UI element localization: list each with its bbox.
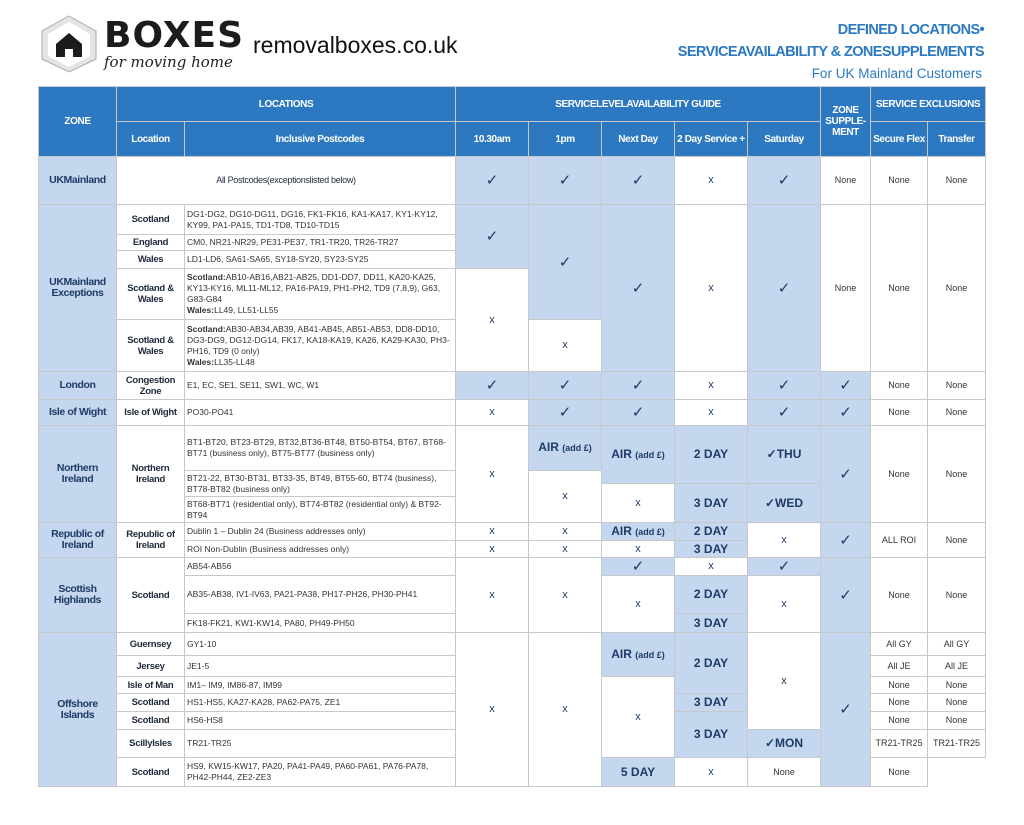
location-cell: England	[117, 235, 185, 251]
location-cell: Scotland	[117, 694, 185, 712]
doc-title-line1: DEFINED LOCATIONS•	[837, 22, 984, 38]
postcode-cell	[185, 269, 456, 320]
col-transfer: Transfer	[928, 122, 986, 157]
transfer-value: None	[928, 157, 986, 205]
tick-icon: ✓	[602, 558, 675, 576]
cross-icon: x	[602, 677, 675, 758]
two-day-cell: 2 DAY	[675, 523, 748, 541]
postcode-cell: IM1– IM9, IM86-87, IM99	[185, 677, 456, 694]
zone-cell: Northern Ireland	[39, 426, 117, 523]
tick-icon: ✓	[529, 205, 602, 320]
tick-icon: ✓	[529, 157, 602, 205]
locations-header: LOCATIONS	[117, 87, 456, 122]
website-url[interactable]: removalboxes.co.uk	[253, 32, 458, 58]
thursday-cell: ✓THU	[748, 426, 821, 484]
location-cell: Scotland	[117, 558, 185, 633]
cross-icon: x	[529, 320, 602, 372]
location-cell: Scotland	[117, 712, 185, 730]
postcode-cell: HS6-HS8	[185, 712, 456, 730]
secure-flex-value: None	[871, 372, 928, 400]
transfer-value: None	[928, 523, 986, 558]
three-day-cell: 3 DAY	[675, 484, 748, 523]
zone-cell: Scottish Highlands	[39, 558, 117, 633]
postcode-cell: E1, EC, SE1, SE11, SW1, WC, W1	[185, 372, 456, 400]
transfer-value: None	[871, 758, 928, 787]
location-cell: Isle of Man	[117, 677, 185, 694]
transfer-value: None	[928, 400, 986, 426]
postcode-cell: AB35-AB38, IV1-IV63, PA21-PA38, PH17-PH26, PH30-PH41	[185, 576, 456, 614]
postcode-cell: BT21-22, BT30-BT31, BT33-35, BT49, BT55-60, BT74 (business), BT78-BT82 (business only)	[185, 471, 456, 497]
transfer-value: All JE	[928, 656, 986, 677]
cross-icon: x	[675, 758, 748, 787]
secure-flex-value: All JE	[871, 656, 928, 677]
table-row	[39, 205, 986, 235]
tick-icon: ✓	[821, 400, 871, 426]
tick-icon: ✓	[821, 523, 871, 558]
tick-icon: ✓	[602, 157, 675, 205]
secure-flex-value: ALL ROI	[871, 523, 928, 558]
col-1030am: 10.30am	[456, 122, 529, 157]
table-row	[39, 157, 986, 205]
cross-icon: x	[748, 633, 821, 730]
location-cell: Scotland & Wales	[117, 269, 185, 320]
two-day-cell: 2 DAY	[675, 426, 748, 484]
postcode-cell: JE1-5	[185, 656, 456, 677]
col-saturday: Saturday	[748, 122, 821, 157]
table-row	[39, 633, 986, 656]
secure-flex-value: All GY	[871, 633, 928, 656]
table-row	[39, 558, 986, 576]
tick-icon: ✓	[821, 426, 871, 523]
doc-title-line2: SERVICEAVAILABILITY & ZONESUPPLEMENTS	[677, 44, 984, 60]
three-day-cell: 3 DAY	[675, 614, 748, 633]
air-service-cell: AIR (add £)	[529, 426, 602, 471]
location-cell: Republic of Ireland	[117, 523, 185, 558]
scotland-label: Scotland:	[187, 323, 226, 334]
postcode-cell	[185, 320, 456, 372]
brand-tagline: for moving home	[104, 53, 233, 71]
secure-flex-value: None	[871, 712, 928, 730]
air-service-cell: AIR (add £)	[602, 426, 675, 484]
scotland-postcodes: AB30-AB34,AB39, AB41-AB45, AB51-AB53, DD8-DD10, DG3-DG9, DG12-DG14, FK17, KA18-KA19, KA26, KA29-KA30, PH3-PH16, TD9 (0 only)	[187, 323, 450, 356]
zone-cell: Republic of Ireland	[39, 523, 117, 558]
postcode-cell: PO30-PO41	[185, 400, 456, 426]
cross-icon: x	[456, 269, 529, 372]
tick-icon: ✓	[529, 372, 602, 400]
zone-cell: Isle of Wight	[39, 400, 117, 426]
wales-label: Wales:	[187, 356, 215, 367]
postcode-cell: ROI Non-Dublin (Business addresses only)	[185, 541, 456, 558]
air-service-cell: AIR (add £)	[602, 633, 675, 677]
transfer-value: None	[928, 558, 986, 633]
tick-icon: ✓	[748, 372, 821, 400]
cross-icon: x	[456, 541, 529, 558]
cross-icon: x	[456, 558, 529, 633]
secure-flex-value: None	[871, 426, 928, 523]
cross-icon: x	[602, 484, 675, 523]
cross-icon: x	[675, 400, 748, 426]
secure-flex-value: None	[748, 758, 821, 787]
tick-icon: ✓	[748, 205, 821, 372]
location-cell: Wales	[117, 251, 185, 269]
cross-icon: x	[675, 205, 748, 372]
three-day-cell: 3 DAY	[675, 712, 748, 758]
cross-icon: x	[529, 523, 602, 541]
cross-icon: x	[675, 558, 748, 576]
transfer-value: None	[928, 205, 986, 372]
postcode-cell: TR21-TR25	[185, 730, 456, 758]
location-cell: ScillyIsles	[117, 730, 185, 758]
five-day-cell: 5 DAY	[602, 758, 675, 787]
service-table	[38, 86, 986, 787]
transfer-value: None	[928, 372, 986, 400]
tick-icon: ✓	[602, 372, 675, 400]
col-secure-flex: Secure Flex	[871, 122, 928, 157]
zone-supplement-value: None	[821, 157, 871, 205]
postcode-col-header: Inclusive Postcodes	[185, 122, 456, 157]
tick-icon: ✓	[456, 372, 529, 400]
service-exclusions-header: SERVICE EXCLUSIONS	[871, 87, 986, 122]
scotland-label: Scotland:	[187, 272, 226, 282]
secure-flex-value: None	[871, 157, 928, 205]
tick-icon: ✓	[456, 205, 529, 269]
location-col-header: Location	[117, 122, 185, 157]
transfer-value: None	[928, 677, 986, 694]
cross-icon: x	[675, 157, 748, 205]
location-cell: Isle of Wight	[117, 400, 185, 426]
tick-icon: ✓	[602, 400, 675, 426]
cross-icon: x	[602, 541, 675, 558]
cross-icon: x	[456, 426, 529, 523]
cross-icon: x	[456, 400, 529, 426]
transfer-value: TR21-TR25	[928, 730, 986, 758]
cross-icon: x	[748, 523, 821, 558]
cross-icon: x	[529, 541, 602, 558]
wales-postcodes: LL49, LL51-LL55	[214, 305, 279, 315]
tick-icon: ✓	[529, 400, 602, 426]
three-day-cell: 3 DAY	[675, 541, 748, 558]
transfer-value: None	[928, 694, 986, 712]
zone-cell: UKMainland	[39, 157, 117, 205]
transfer-value: None	[928, 426, 986, 523]
postcode-cell: CM0, NR21-NR29, PE31-PE37, TR1-TR20, TR26-TR27	[185, 235, 456, 251]
brand-name: BOXES	[104, 15, 245, 56]
service-guide-header: SERVICELEVELAVAILABILITY GUIDE	[456, 87, 821, 122]
secure-flex-value: TR21-TR25	[871, 730, 928, 758]
cross-icon: x	[456, 523, 529, 541]
cross-icon: x	[529, 471, 602, 523]
zone-supplement-value: None	[821, 205, 871, 372]
secure-flex-value: None	[871, 677, 928, 694]
location-cell: Jersey	[117, 656, 185, 677]
zone-cell: UKMainland Exceptions	[39, 205, 117, 372]
cross-icon: x	[675, 372, 748, 400]
secure-flex-value: None	[871, 558, 928, 633]
location-cell: Scotland & Wales	[117, 320, 185, 372]
zone-supplement-header: ZONE SUPPLE- MENT	[821, 87, 871, 157]
col-1pm: 1pm	[529, 122, 602, 157]
tick-icon: ✓	[821, 633, 871, 787]
wales-postcodes: LL35-LL48	[214, 356, 255, 367]
zone-cell: Offshore Islands	[39, 633, 117, 787]
transfer-value: All GY	[928, 633, 986, 656]
scotland-postcodes: AB10-AB16,AB21-AB25, DD1-DD7, DD11, KA20-KA25, KY13-KY16, ML11-ML12, PA16-PA19, PH1-PH2, TD9 (7,8,9), G63, G83-G84	[187, 272, 441, 304]
doc-subtitle: For UK Mainland Customers	[811, 66, 982, 81]
cross-icon: x	[456, 633, 529, 787]
postcode-cell: HS1-HS5, KA27-KA28, PA62-PA75, ZE1	[185, 694, 456, 712]
cross-icon: x	[529, 633, 602, 787]
secure-flex-value: None	[871, 694, 928, 712]
air-service-cell: AIR (add £)	[602, 523, 675, 541]
postcode-cell: All Postcodes(exceptionslisted below)	[117, 157, 456, 205]
monday-cell: ✓MON	[748, 730, 821, 758]
postcode-cell: FK18-FK21, KW1-KW14, PA80, PH49-PH50	[185, 614, 456, 633]
secure-flex-value: None	[871, 400, 928, 426]
postcode-cell: GY1-10	[185, 633, 456, 656]
cross-icon: x	[602, 576, 675, 633]
secure-flex-value: None	[871, 205, 928, 372]
wednesday-cell: ✓WED	[748, 484, 821, 523]
zone-cell: London	[39, 372, 117, 400]
three-day-cell: 3 DAY	[675, 694, 748, 712]
location-cell: Guernsey	[117, 633, 185, 656]
cross-icon: x	[748, 576, 821, 633]
tick-icon: ✓	[821, 372, 871, 400]
col-next-day: Next Day	[602, 122, 675, 157]
tick-icon: ✓	[748, 558, 821, 576]
location-cell: Congestion Zone	[117, 372, 185, 400]
location-cell: Northern Ireland	[117, 426, 185, 523]
zone-header: ZONE	[39, 87, 117, 157]
cross-icon: x	[529, 558, 602, 633]
table-row	[39, 400, 986, 426]
postcode-cell: AB54-AB56	[185, 558, 456, 576]
tick-icon: ✓	[748, 157, 821, 205]
location-cell: Scotland	[117, 758, 185, 787]
postcode-cell: HS9, KW15-KW17, PA20, PA41-PA49, PA60-PA61, PA76-PA78, PH42-PH44, ZE2-ZE3	[185, 758, 456, 787]
transfer-value: None	[928, 712, 986, 730]
postcode-cell: DG1-DG2, DG10-DG11, DG16, FK1-FK16, KA1-KA17, KY1-KY12, KY99, PA1-PA15, TD1-TD8, TD10-TD15	[185, 205, 456, 235]
wales-label: Wales:	[187, 305, 215, 315]
two-day-cell: 2 DAY	[675, 576, 748, 614]
boxes-logo-icon	[40, 14, 98, 74]
table-row	[39, 372, 986, 400]
tick-icon: ✓	[602, 205, 675, 372]
postcode-cell: BT1-BT20, BT23-BT29, BT32,BT36-BT48, BT50-BT54, BT67, BT68-BT71 (business only), BT75-BT77 (business only)	[185, 426, 456, 471]
tick-icon: ✓	[748, 400, 821, 426]
postcode-cell: LD1-LD6, SA61-SA65, SY18-SY20, SY23-SY25	[185, 251, 456, 269]
two-day-cell: 2 DAY	[675, 633, 748, 694]
col-2day: 2 Day Service +	[675, 122, 748, 157]
postcode-cell: BT68-BT71 (residential only), BT74-BT82 (residential only) & BT92-BT94	[185, 497, 456, 523]
table-row	[39, 523, 986, 541]
table-row	[39, 426, 986, 471]
tick-icon: ✓	[821, 558, 871, 633]
location-cell: Scotland	[117, 205, 185, 235]
tick-icon: ✓	[456, 157, 529, 205]
postcode-cell: Dublin 1 – Dublin 24 (Business addresses only)	[185, 523, 456, 541]
